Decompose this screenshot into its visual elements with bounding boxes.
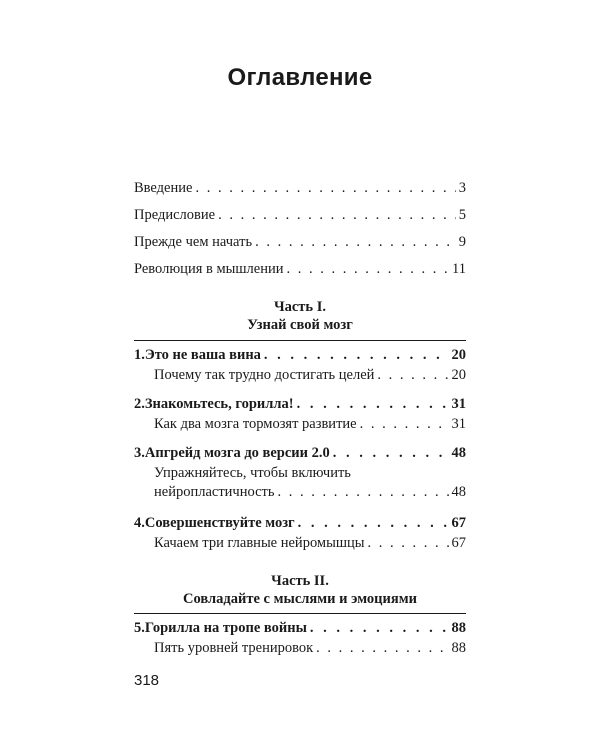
chapter-number: 5. (134, 620, 145, 636)
part-heading: Часть I. (273, 299, 326, 315)
toc-page-number: 88 (451, 640, 466, 656)
toc-page-number: 5 (458, 207, 466, 223)
dot-leader (297, 395, 449, 413)
dot-leader (277, 483, 448, 501)
toc-subentry[interactable] (154, 534, 466, 552)
subentry-label: Пять уровней тренировок (154, 640, 314, 656)
chapter-number: 3. (134, 445, 145, 461)
part-subtitle: Узнай свой мозг (247, 317, 353, 333)
toc-entry-label: Введение (134, 180, 193, 196)
toc-page-number: 3 (458, 180, 466, 196)
chapter-number: 4. (134, 515, 145, 531)
dot-leader (377, 366, 448, 384)
chapter-title: Апгрейд мозга до версии 2.0 (144, 445, 330, 461)
dot-leader (264, 346, 449, 364)
section-divider (134, 340, 466, 341)
toc-entry-revolution[interactable] (134, 260, 466, 278)
toc-page-number: 20 (451, 367, 466, 383)
toc-page-number: 9 (458, 234, 466, 250)
subentry-label: Почему так трудно достигать целей (154, 367, 375, 383)
subentry-label-line1[interactable]: Упражняйтесь, чтобы включить (154, 465, 351, 481)
dot-leader (195, 179, 455, 197)
part-subtitle: Совладайте с мыслями и эмоциями (183, 591, 417, 607)
toc-chapter[interactable] (134, 346, 466, 364)
toc-entry-label: Предисловие (134, 207, 216, 223)
dot-leader (368, 534, 449, 552)
chapter-title: Совершенствуйте мозг (144, 515, 295, 531)
toc-page-number: 48 (451, 484, 466, 500)
toc-entry-label: Революция в мышлении (134, 261, 284, 277)
dot-leader (287, 260, 450, 278)
toc-entry-label: Прежде чем начать (134, 234, 253, 250)
toc-entry-intro[interactable] (134, 179, 466, 197)
dot-leader (298, 514, 449, 532)
subentry-label-line2: нейропластичность (154, 484, 275, 500)
page-number: 318 (134, 672, 160, 689)
page-title: Оглавление (227, 64, 373, 91)
toc-chapter[interactable] (134, 514, 466, 532)
toc-page-number: 48 (451, 445, 466, 461)
toc-page-number: 88 (451, 620, 466, 636)
subentry-label: Как два мозга тормозят развитие (154, 416, 357, 432)
toc-subentry[interactable] (154, 415, 466, 433)
toc-page-number: 31 (451, 396, 466, 412)
part-heading: Часть II. (271, 573, 329, 589)
chapter-number: 2. (134, 396, 145, 412)
dot-leader (360, 415, 449, 433)
chapter-title: Это не ваша вина (144, 347, 261, 363)
toc-subentry[interactable] (154, 366, 466, 384)
toc-chapter[interactable] (134, 444, 466, 462)
dot-leader (316, 639, 448, 657)
toc-page-number: 67 (451, 515, 466, 531)
toc-entry-preface[interactable] (134, 206, 466, 224)
chapter-title: Знакомьтесь, горилла! (144, 396, 294, 412)
toc-subentry[interactable] (154, 639, 466, 657)
section-divider (134, 613, 466, 614)
toc-page-number: 67 (451, 535, 466, 551)
dot-leader (218, 206, 456, 224)
toc-page-number: 31 (451, 416, 466, 432)
chapter-number: 1. (134, 347, 145, 363)
subentry-label: Качаем три главные нейромышцы (154, 535, 365, 551)
toc-page-number: 11 (452, 261, 466, 277)
toc-page-number: 20 (451, 347, 466, 363)
toc-entry-before-start[interactable] (134, 233, 466, 251)
dot-leader (333, 444, 449, 462)
chapter-title: Горилла на тропе войны (144, 620, 307, 636)
dot-leader (255, 233, 456, 251)
toc-chapter[interactable] (134, 395, 466, 413)
dot-leader (310, 619, 449, 637)
toc-subentry[interactable] (154, 483, 466, 501)
toc-chapter[interactable] (134, 619, 466, 637)
